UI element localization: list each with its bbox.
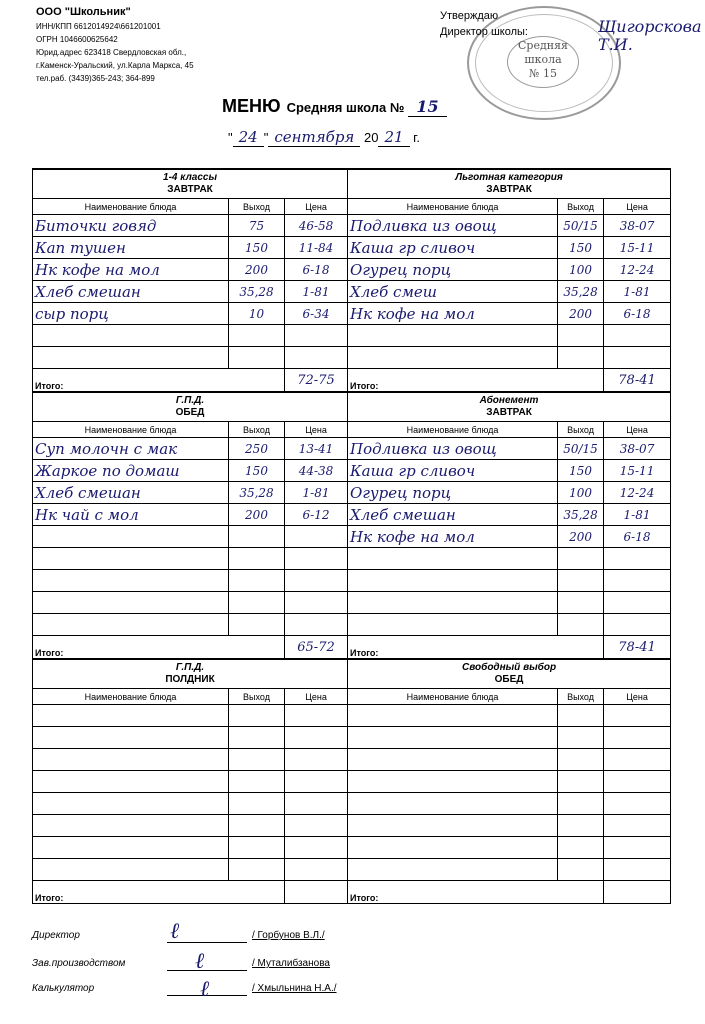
column-header-name: Наименование блюда bbox=[348, 689, 558, 705]
dish-output bbox=[229, 570, 285, 592]
total-label: Итого: bbox=[348, 881, 604, 904]
column-header-name: Наименование блюда bbox=[33, 689, 229, 705]
dish-price bbox=[285, 614, 348, 636]
dish-name bbox=[348, 614, 558, 636]
section-title-right bbox=[348, 659, 671, 689]
dish-name bbox=[33, 837, 229, 859]
dish-output: 150 bbox=[558, 460, 604, 482]
table-row bbox=[33, 325, 671, 347]
total-label: Итого: bbox=[33, 881, 285, 904]
dish-price bbox=[285, 570, 348, 592]
dish-name bbox=[348, 325, 558, 347]
column-header-name: Наименование блюда bbox=[33, 199, 229, 215]
org-phone: тел.раб. (3439)365-243; 364-899 bbox=[36, 74, 155, 83]
column-header-out: Выход bbox=[229, 422, 285, 438]
dish-name: Нк кофе на мол bbox=[348, 303, 558, 325]
dish-name: Нк чай с мол bbox=[33, 504, 229, 526]
dish-price bbox=[604, 859, 671, 881]
section-title-line-1: Г.П.Д. bbox=[175, 662, 205, 673]
dish-price: 15-11 bbox=[604, 460, 671, 482]
dish-name: Огурец порц bbox=[348, 482, 558, 504]
dish-output bbox=[229, 548, 285, 570]
dish-output: 200 bbox=[229, 504, 285, 526]
dish-output: 35,28 bbox=[558, 281, 604, 303]
dish-price bbox=[604, 592, 671, 614]
column-header-price: Цена bbox=[285, 689, 348, 705]
table-row bbox=[33, 438, 671, 460]
dish-price: 1-81 bbox=[285, 482, 348, 504]
dish-output: 200 bbox=[229, 259, 285, 281]
dish-output bbox=[229, 727, 285, 749]
dish-output bbox=[229, 347, 285, 369]
dish-price bbox=[285, 749, 348, 771]
table-row bbox=[33, 837, 671, 859]
dish-output bbox=[558, 859, 604, 881]
dish-output bbox=[558, 570, 604, 592]
signature-row bbox=[32, 930, 432, 948]
table-row bbox=[33, 570, 671, 592]
dish-price: 12-24 bbox=[604, 482, 671, 504]
dish-price: 44-38 bbox=[285, 460, 348, 482]
table-row bbox=[33, 614, 671, 636]
dish-output bbox=[229, 837, 285, 859]
stamp-text-3: № 15 bbox=[529, 67, 557, 80]
column-header-out: Выход bbox=[558, 422, 604, 438]
signature-row bbox=[32, 958, 432, 976]
dish-price: 6-18 bbox=[604, 526, 671, 548]
dish-output bbox=[229, 592, 285, 614]
table-row bbox=[33, 504, 671, 526]
section-title-line-1: 1-4 классы bbox=[163, 172, 218, 183]
dish-name: Хлеб смешан bbox=[348, 504, 558, 526]
dish-output bbox=[558, 548, 604, 570]
dish-name bbox=[348, 859, 558, 881]
dish-name: Каша гр сливоч bbox=[348, 237, 558, 259]
dish-output bbox=[229, 526, 285, 548]
dish-price bbox=[285, 793, 348, 815]
dish-price: 12-24 bbox=[604, 259, 671, 281]
dish-price bbox=[604, 570, 671, 592]
table-row bbox=[33, 303, 671, 325]
dish-name bbox=[33, 793, 229, 815]
dish-name bbox=[33, 548, 229, 570]
table-row bbox=[33, 859, 671, 881]
dish-name: Нк кофе на мол bbox=[348, 526, 558, 548]
total-label: Итого: bbox=[348, 636, 604, 660]
signature-name: / Горбунов В.Л./ bbox=[252, 930, 325, 941]
dish-output: 35,28 bbox=[558, 504, 604, 526]
table-row bbox=[33, 727, 671, 749]
dish-name bbox=[348, 592, 558, 614]
dish-name: Хлеб смеш bbox=[348, 281, 558, 303]
org-address-1: Юрид.адрес 623418 Свердловская обл., bbox=[36, 48, 187, 57]
dish-price bbox=[285, 859, 348, 881]
dish-output: 75 bbox=[229, 215, 285, 237]
dish-price bbox=[285, 347, 348, 369]
signature-name: / Хмыльнина Н.А./ bbox=[252, 983, 337, 994]
total-row bbox=[33, 369, 671, 393]
dish-price: 13-41 bbox=[285, 438, 348, 460]
dish-output bbox=[558, 325, 604, 347]
table-row bbox=[33, 237, 671, 259]
section-title-line-1: Свободный выбор bbox=[462, 662, 557, 673]
section-title-right bbox=[348, 392, 671, 422]
menu-table bbox=[32, 168, 671, 904]
dish-output: 35,28 bbox=[229, 281, 285, 303]
table-row bbox=[33, 482, 671, 504]
column-header-name: Наименование блюда bbox=[348, 199, 558, 215]
dish-name bbox=[33, 771, 229, 793]
dish-name bbox=[33, 325, 229, 347]
dish-name bbox=[33, 570, 229, 592]
signature-role: Зав.производством bbox=[32, 958, 126, 969]
section-header-row bbox=[33, 169, 671, 199]
table-row bbox=[33, 705, 671, 727]
signature-line bbox=[167, 970, 247, 971]
section-title-line-1: Г.П.Д. bbox=[175, 395, 205, 406]
dish-output bbox=[558, 749, 604, 771]
section-title-line-2: ЗАВТРАК bbox=[486, 184, 532, 195]
dish-name bbox=[348, 548, 558, 570]
dish-name bbox=[33, 526, 229, 548]
dish-price bbox=[604, 347, 671, 369]
dish-name: Биточки говяд bbox=[33, 215, 229, 237]
dish-price bbox=[285, 705, 348, 727]
date-month: сентября bbox=[268, 128, 360, 147]
dish-name bbox=[33, 347, 229, 369]
dish-output bbox=[229, 614, 285, 636]
section-title-line-2: ЗАВТРАК bbox=[167, 184, 213, 195]
dish-output bbox=[229, 771, 285, 793]
column-header-price: Цена bbox=[285, 422, 348, 438]
dish-price bbox=[604, 325, 671, 347]
dish-output: 10 bbox=[229, 303, 285, 325]
column-header-row bbox=[33, 199, 671, 215]
handwritten-signature-mark: ℓ bbox=[195, 949, 205, 974]
dish-name bbox=[348, 705, 558, 727]
column-header-row bbox=[33, 422, 671, 438]
dish-price bbox=[604, 749, 671, 771]
dish-output bbox=[558, 815, 604, 837]
section-title-line-2: ЗАВТРАК bbox=[486, 407, 532, 418]
table-row bbox=[33, 592, 671, 614]
dish-price: 6-12 bbox=[285, 504, 348, 526]
section-header-row bbox=[33, 392, 671, 422]
dish-name: Суп молочн с мак bbox=[33, 438, 229, 460]
dish-output bbox=[558, 705, 604, 727]
dish-output bbox=[558, 592, 604, 614]
dish-price bbox=[604, 727, 671, 749]
column-header-name: Наименование блюда bbox=[33, 422, 229, 438]
column-header-row bbox=[33, 689, 671, 705]
column-header-out: Выход bbox=[558, 199, 604, 215]
menu-table-body bbox=[33, 169, 671, 904]
dish-name bbox=[348, 749, 558, 771]
dish-output bbox=[229, 749, 285, 771]
dish-price bbox=[604, 837, 671, 859]
organization-info bbox=[36, 4, 194, 85]
dish-output: 250 bbox=[229, 438, 285, 460]
section-title-left bbox=[33, 169, 348, 199]
table-row bbox=[33, 259, 671, 281]
section-title-line-1: Льготная категория bbox=[455, 172, 563, 183]
handwritten-signature-mark: ℓ bbox=[170, 919, 180, 944]
dish-price bbox=[285, 771, 348, 793]
date-suffix: г. bbox=[413, 130, 420, 145]
section-title-left bbox=[33, 392, 348, 422]
school-number: 15 bbox=[408, 97, 446, 117]
column-header-out: Выход bbox=[229, 689, 285, 705]
date-year: 21 bbox=[378, 128, 409, 147]
dish-output bbox=[229, 705, 285, 727]
dish-name: Подливка из овощ bbox=[348, 215, 558, 237]
dish-name: Огурец порц bbox=[348, 259, 558, 281]
dish-name bbox=[33, 614, 229, 636]
dish-price bbox=[285, 526, 348, 548]
section-title-line-2: ПОЛДНИК bbox=[165, 674, 215, 685]
stamp-text-2: школа bbox=[524, 53, 562, 66]
dish-output bbox=[558, 347, 604, 369]
dish-price bbox=[604, 771, 671, 793]
dish-price bbox=[604, 793, 671, 815]
dish-output: 35,28 bbox=[229, 482, 285, 504]
total-value bbox=[285, 881, 348, 904]
column-header-price: Цена bbox=[285, 199, 348, 215]
total-row bbox=[33, 636, 671, 660]
org-ogrn: ОГРН 1046600625642 bbox=[36, 35, 118, 44]
dish-price: 38-07 bbox=[604, 215, 671, 237]
dish-output: 50/15 bbox=[558, 438, 604, 460]
total-value: 78-41 bbox=[604, 369, 671, 393]
table-row bbox=[33, 793, 671, 815]
column-header-price: Цена bbox=[604, 199, 671, 215]
dish-name bbox=[348, 837, 558, 859]
dish-name bbox=[33, 815, 229, 837]
column-header-out: Выход bbox=[229, 199, 285, 215]
total-value: 72-75 bbox=[285, 369, 348, 393]
dish-price bbox=[604, 815, 671, 837]
dish-price: 1-81 bbox=[285, 281, 348, 303]
date-year-prefix: 20 bbox=[363, 130, 379, 145]
dish-price: 46-58 bbox=[285, 215, 348, 237]
approval-role: Директор школы: bbox=[440, 26, 528, 38]
page-title bbox=[222, 96, 447, 117]
section-header-row bbox=[33, 659, 671, 689]
dish-name: Хлеб смешан bbox=[33, 281, 229, 303]
menu-date: " 24 " сентября 20 21 г. bbox=[228, 128, 420, 146]
dish-output: 100 bbox=[558, 482, 604, 504]
dish-name bbox=[33, 749, 229, 771]
approval-label: Утверждаю bbox=[440, 10, 499, 22]
table-row bbox=[33, 460, 671, 482]
menu-title: МЕНЮ bbox=[222, 96, 281, 116]
dish-name bbox=[33, 705, 229, 727]
dish-name: Подливка из овощ bbox=[348, 438, 558, 460]
dish-output bbox=[558, 837, 604, 859]
dish-name: Жаркое по домаш bbox=[33, 460, 229, 482]
dish-price bbox=[285, 837, 348, 859]
section-title-left bbox=[33, 659, 348, 689]
dish-output: 100 bbox=[558, 259, 604, 281]
section-title-line-1: Абонемент bbox=[479, 395, 539, 406]
dish-output bbox=[558, 727, 604, 749]
dish-output: 200 bbox=[558, 526, 604, 548]
dish-price bbox=[604, 705, 671, 727]
dish-name: Каша гр сливоч bbox=[348, 460, 558, 482]
table-row bbox=[33, 347, 671, 369]
dish-price: 6-18 bbox=[285, 259, 348, 281]
dish-price bbox=[285, 815, 348, 837]
dish-price bbox=[604, 548, 671, 570]
table-row bbox=[33, 749, 671, 771]
dish-name: Хлеб смешан bbox=[33, 482, 229, 504]
dish-price: 1-81 bbox=[604, 281, 671, 303]
total-label: Итого: bbox=[33, 636, 285, 660]
dish-name bbox=[348, 347, 558, 369]
section-title-line-2: ОБЕД bbox=[494, 674, 524, 685]
dish-name: сыр порц bbox=[33, 303, 229, 325]
dish-output bbox=[229, 859, 285, 881]
section-title-line-2: ОБЕД bbox=[175, 407, 205, 418]
dish-price: 1-81 bbox=[604, 504, 671, 526]
dish-price: 38-07 bbox=[604, 438, 671, 460]
dish-price bbox=[604, 614, 671, 636]
dish-output bbox=[229, 815, 285, 837]
org-name: ООО "Школьник" bbox=[36, 6, 131, 18]
dish-name bbox=[33, 592, 229, 614]
total-label: Итого: bbox=[33, 369, 285, 393]
signature-role: Директор bbox=[32, 930, 80, 941]
handwritten-signature-mark: ℓ bbox=[200, 977, 210, 1002]
school-label: Средняя школа № bbox=[286, 100, 405, 115]
dish-price bbox=[285, 325, 348, 347]
column-header-price: Цена bbox=[604, 422, 671, 438]
dish-name: Нк кофе на мол bbox=[33, 259, 229, 281]
approval-block bbox=[440, 8, 528, 40]
dish-name bbox=[348, 815, 558, 837]
dish-output bbox=[558, 793, 604, 815]
dish-output bbox=[558, 614, 604, 636]
dish-output: 150 bbox=[229, 460, 285, 482]
dish-price bbox=[285, 727, 348, 749]
org-address-2: г.Каменск-Уральский, ул.Карла Маркса, 45 bbox=[36, 61, 194, 70]
table-row bbox=[33, 815, 671, 837]
dish-name bbox=[348, 793, 558, 815]
total-label: Итого: bbox=[348, 369, 604, 393]
dish-name bbox=[33, 727, 229, 749]
dish-output bbox=[229, 793, 285, 815]
approval-signature: Щигорскова Т.И. bbox=[598, 17, 702, 54]
dish-output: 150 bbox=[229, 237, 285, 259]
dish-price bbox=[285, 592, 348, 614]
dish-name bbox=[348, 771, 558, 793]
column-header-name: Наименование блюда bbox=[348, 422, 558, 438]
dish-price: 11-84 bbox=[285, 237, 348, 259]
column-header-out: Выход bbox=[558, 689, 604, 705]
dish-price: 6-18 bbox=[604, 303, 671, 325]
signature-name: / Муталибзанова bbox=[252, 958, 330, 969]
table-row bbox=[33, 215, 671, 237]
stamp-center bbox=[507, 36, 579, 88]
dish-name bbox=[348, 570, 558, 592]
signature-role: Калькулятор bbox=[32, 983, 95, 994]
dish-price: 6-34 bbox=[285, 303, 348, 325]
dish-price: 15-11 bbox=[604, 237, 671, 259]
table-row bbox=[33, 526, 671, 548]
dish-output: 150 bbox=[558, 237, 604, 259]
total-value: 78-41 bbox=[604, 636, 671, 660]
section-title-right bbox=[348, 169, 671, 199]
dish-name bbox=[33, 859, 229, 881]
total-row bbox=[33, 881, 671, 904]
date-day: 24 bbox=[233, 128, 264, 147]
dish-output: 50/15 bbox=[558, 215, 604, 237]
total-value: 65-72 bbox=[285, 636, 348, 660]
dish-price bbox=[285, 548, 348, 570]
table-row bbox=[33, 281, 671, 303]
table-row bbox=[33, 771, 671, 793]
dish-output: 200 bbox=[558, 303, 604, 325]
dish-name: Кап тушен bbox=[33, 237, 229, 259]
dish-output bbox=[229, 325, 285, 347]
dish-name bbox=[348, 727, 558, 749]
total-value bbox=[604, 881, 671, 904]
table-row bbox=[33, 548, 671, 570]
dish-output bbox=[558, 771, 604, 793]
stamp-text-1: Средняя bbox=[518, 39, 568, 52]
org-inn: ИНН/КПП 6612014924\661201001 bbox=[36, 22, 161, 31]
signature-row bbox=[32, 983, 432, 1001]
column-header-price: Цена bbox=[604, 689, 671, 705]
